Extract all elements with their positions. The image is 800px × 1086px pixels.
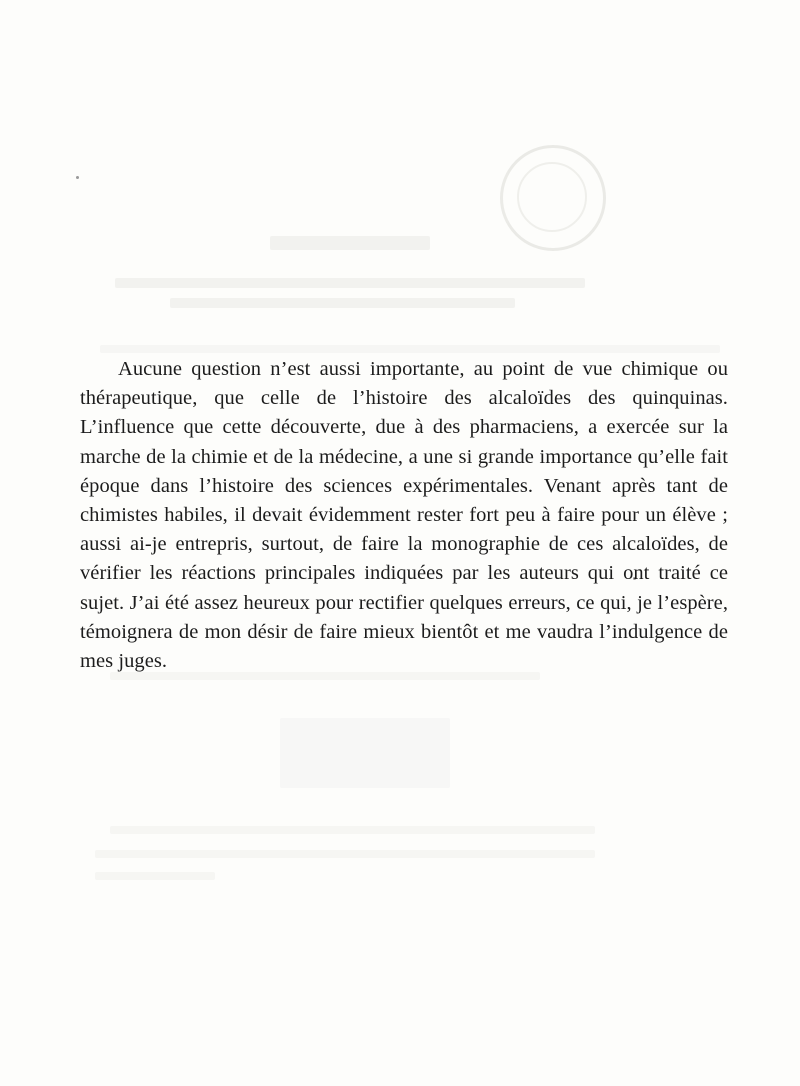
bleed-through-formula [280,718,450,788]
paper-speck [76,176,79,179]
bleed-through-subheading [115,278,585,288]
bleed-through-line [95,872,215,880]
bleed-through-heading [270,236,430,250]
bleed-through-line [110,826,595,834]
main-text [80,355,728,676]
bleed-through-line [100,345,720,353]
body-paragraph: Aucune question n’est aussi importante, au point de vue chimique ou thérapeutique, que celle de l’histoire des alcaloïdes des quinquinas. L’influence que cette découverte, due à des pharmaciens, a exercée sur la marche de la chimie et de la médecine, a une si grande importance qu’elle fait époque dans l’histoire des sciences expérimentales. Venant après tant de chimistes habiles, il devait évidemment rester fort peu à faire pour un élève ; aussi ai-je entrepris, surtout, de faire la monographie de ces alcaloïdes, de vérifier les réactions principales indiquées par les auteurs qui ont traité ce sujet. J’ai été assez heureux pour rectifier quelques erreurs, ce qui, je l’espère, témoignera de mon désir de faire mieux bientôt et me vaudra l’indulgence de mes juges. [80,358,728,673]
bleed-through-line [95,850,595,858]
bleed-through-stamp [500,145,606,251]
bleed-through-subheading-2 [170,298,515,308]
